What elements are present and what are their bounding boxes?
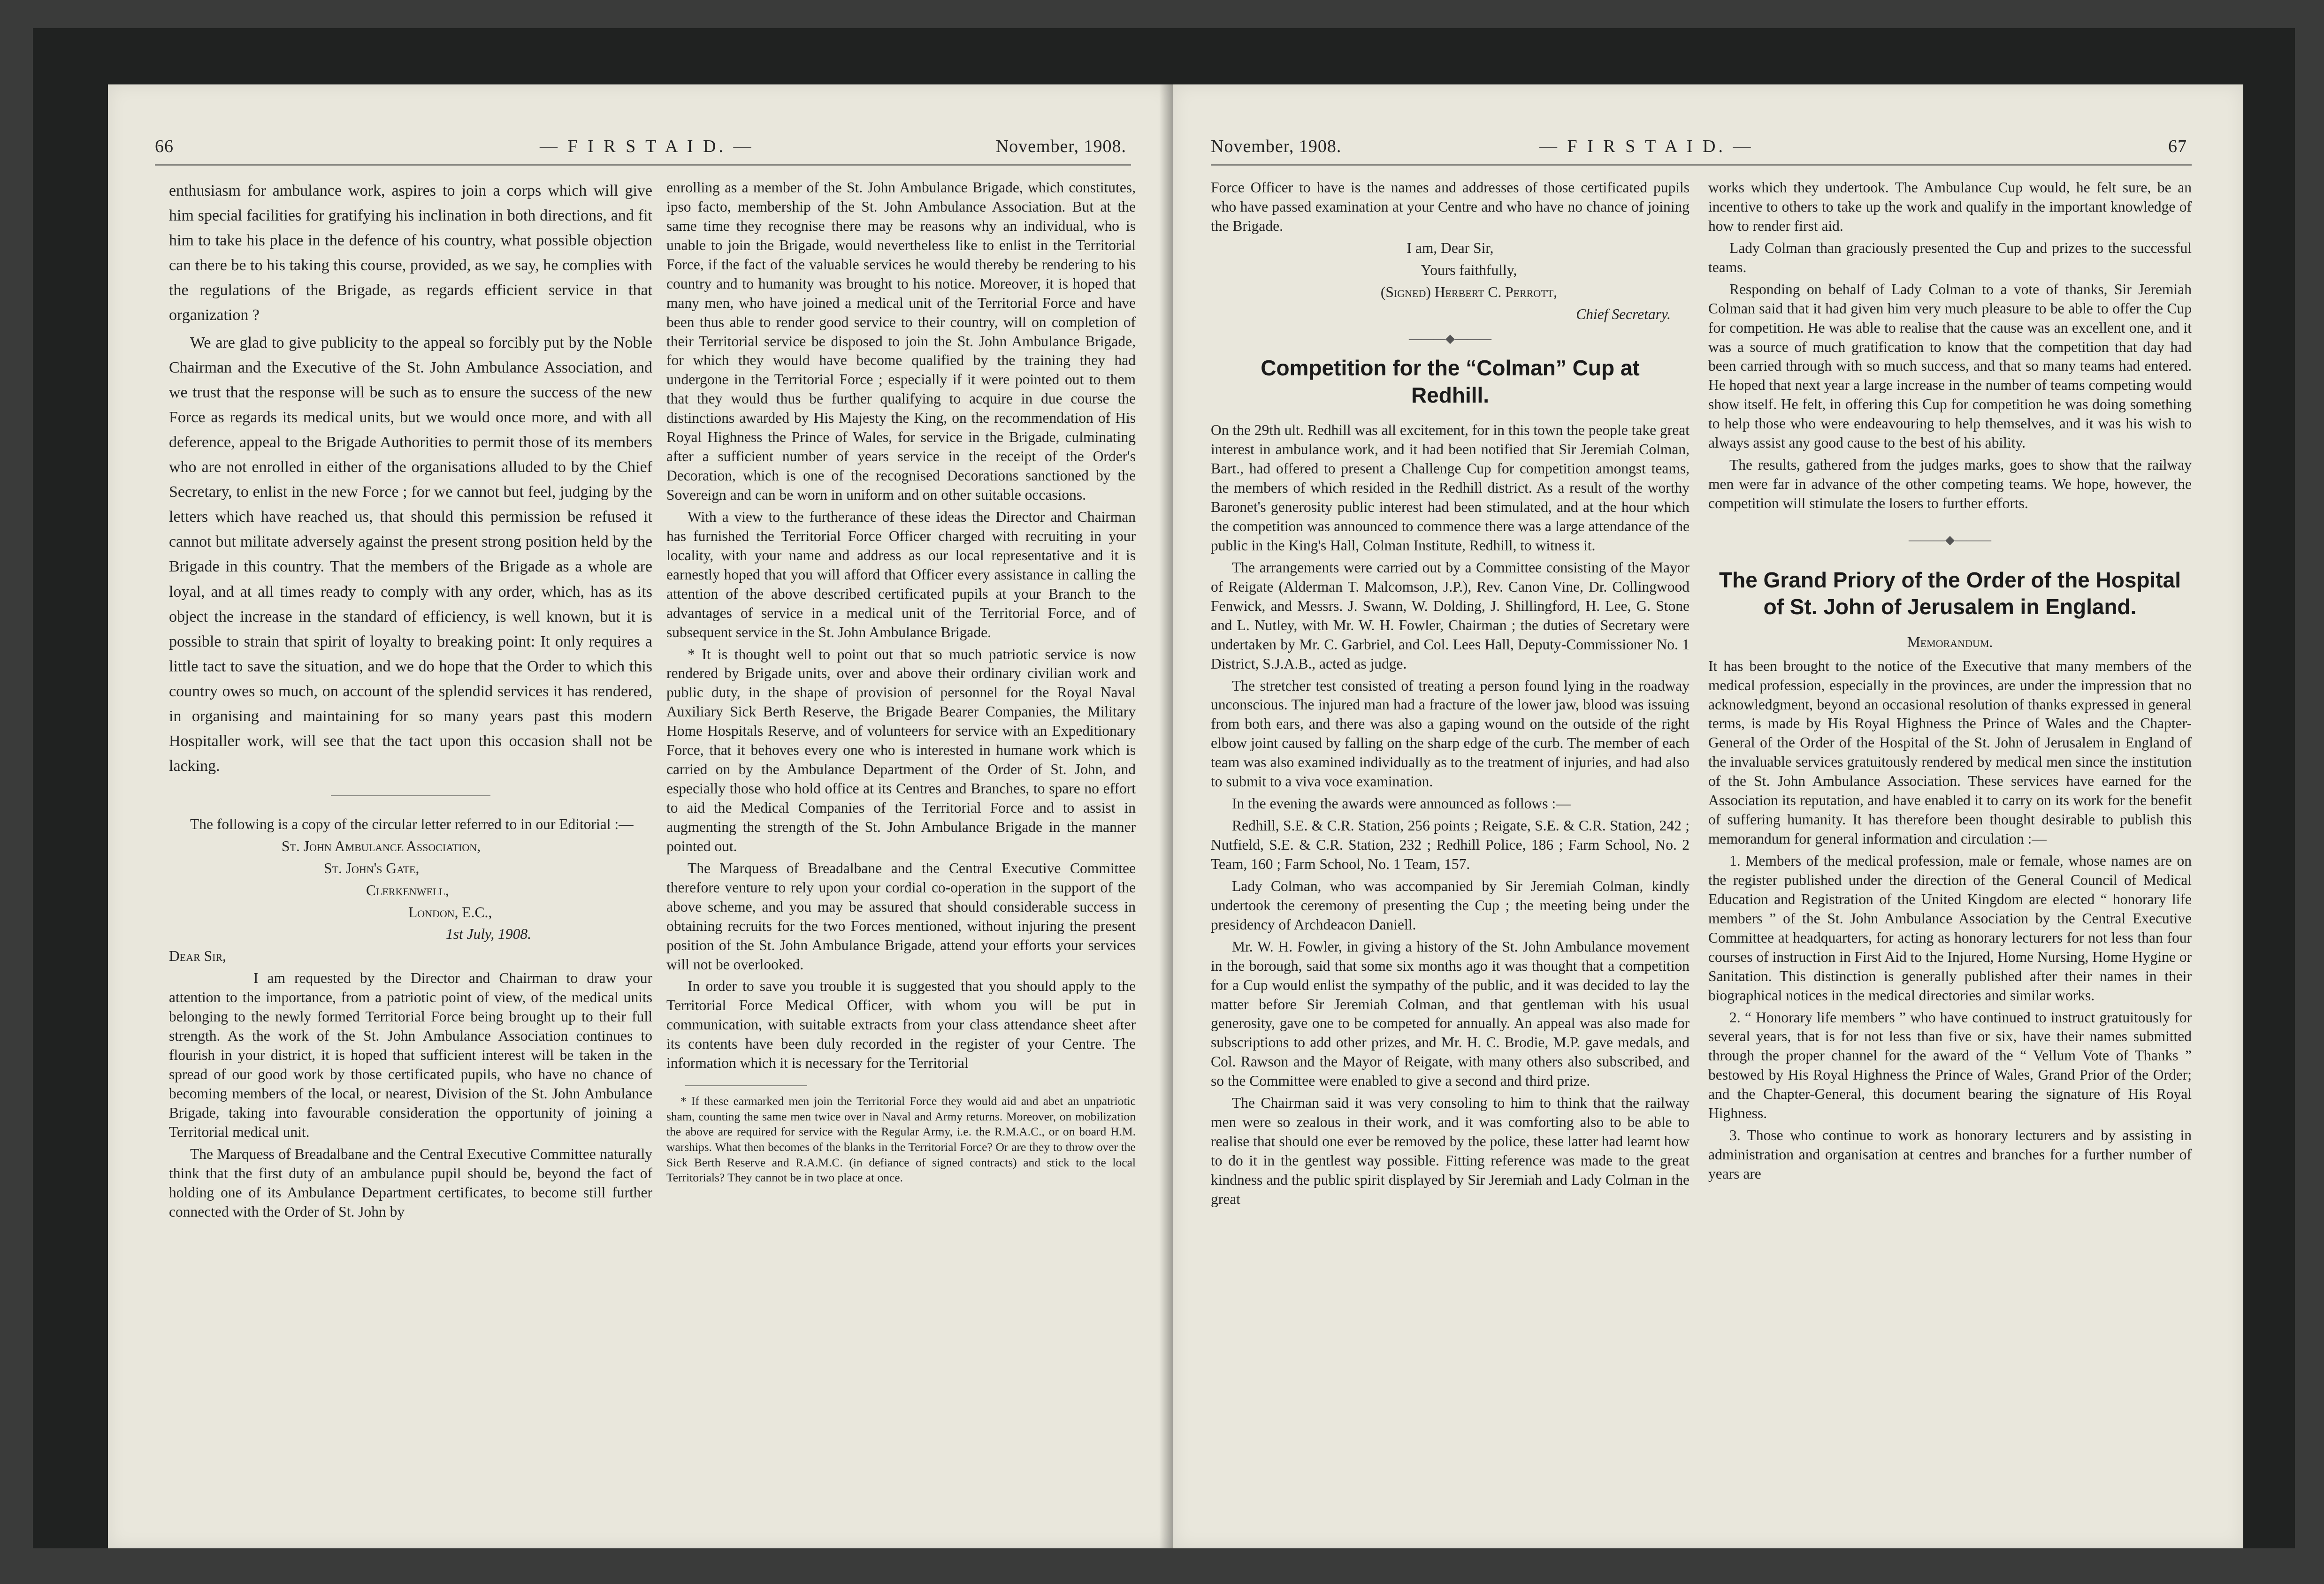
paragraph: In the evening the awards were announced as follows :— [1232, 795, 1571, 812]
paragraph: The Marquess of Breadalbane and the Central Executive Committee naturally think that the first duty of an ambulance pupil should be, beyond the fact of holding one of its Ambulance Department certificates, to become still further connected with the Order of St. John by [169, 1145, 652, 1220]
right-column-1 [1211, 178, 1689, 1520]
issue-date: November, 1908. [995, 137, 1126, 156]
ornament: ———◆——— [1909, 533, 1991, 547]
footnote [666, 1094, 1136, 1186]
page-number: 67 [2168, 137, 2187, 156]
paragraph: works which they undertook. The Ambulance Cup would, he felt sure, be an incentive to others to take up the work and qualify in the important knowledge of how to render first aid. [1708, 179, 2192, 234]
paragraph: It has been brought to the notice of the Executive that many members of the medical profession, especially in the provinces, are under the impression that no acknowledgment, beyond an occasional resolution of thanks expressed in general terms, is made by His Royal Highness the Prince of Wales and the Chapter-General of the Order of the Hospital of the St. John of Jerusalem in England of the invaluable services gratuitously rendered by medical men since the institution of the St. John Ambulance Association. These services have earned for the Association its reputation, and have enabled it to carry on its work for the benefit of suffering humanity. It has therefore been thought desirable to publish this memorandum for general information and circulation :— [1708, 657, 2192, 847]
paragraph: Lady Colman, who was accompanied by Sir Jeremiah Colman, kindly undertook the ceremony of presenting the Cup ; the meeting being under the presidency of Archdeacon Daniell. [1211, 877, 1689, 933]
right-running-head [1173, 84, 2243, 156]
paragraph: We are glad to give publicity to the appeal so forcibly put by the Noble Chairman and the Executive of the St. John Ambulance Association, and we trust that the response will be such as to ensure the success of the new Force as regards its medical units, but we would once more, and with all deference, appeal to the Brigade Authorities to permit those of its members who are not enrolled in either of the organisations alluded to by the Chief Secretary, to enlist in the new Force ; for we cannot but feel, judging by the letters which have reached us, that should this permission be refused it cannot but militate adversely against the present strong position held by the Brigade in this country. That the members of the Brigade as a whole are loyal, and at all times ready to comply with any order, which, has as its object the increase in the standard of efficiency, is well known, but it is possible to strain that spirit of loyalty to breaking point: It only requires a little tact to save the situation, and we do hope that the Order to which this country owes so much, on account of the splendid services it has rendered, in organising and maintaining for so many years past this modern Hospitaller work, will see that the tact upon this occasion shall not be lacking. [169, 334, 652, 775]
paragraph: Lady Colman than graciously presented the Cup and prizes to the successful teams. [1708, 239, 2192, 275]
paragraph: I am requested by the Director and Chairman to draw your attention to the importance, from a patriotic point of view, of the medical units belonging to the newly formed Territorial Force being brought up to their full strength. As the work of the St. John Ambulance Association continues to flourish in your district, it is hoped that sufficient interest will be taken in the spread of our good work by those certificated pupils, who have no chance of becoming members of the local, or nearest, Division of the St. John Ambulance Brigade, taking into favourable consideration the opportunity of joining a Territorial medical unit. [169, 970, 652, 1140]
left-column-1 [169, 178, 652, 1520]
subheading: Memorandum. [1907, 633, 1993, 650]
paragraph: The Marquess of Breadalbane and the Central Executive Committee therefore venture to rely upon your cordial co-operation in the support of the above scheme, and you may be assured that should considerable success in obtaining recruits for the two Forces mentioned, without injuring the present position of the St. John Ambulance Brigade, attend your efforts your services will not be overlooked. [666, 860, 1136, 973]
paragraph: Mr. W. H. Fowler, in giving a history of the St. John Ambulance movement in the borough, said that some six months ago it was thought that a competition for a Cup would enlist the sympathy of the public, and it was decided to lay the matter before Sir Jeremiah Colman, and that gentleman with his usual generosity, gave one to be competed for annually. An appeal was also made for subscriptions to add other prizes, and Mr. H. C. Brodie, M.P. gave medals, and Col. Rawson and the Mayor of Reigate, with many others also subscribed, and so the Committee were enabled to give a second and third prize. [1211, 938, 1689, 1089]
salutation: Dear Sir, [169, 948, 227, 965]
paragraph: Responding on behalf of Lady Colman to a vote of thanks, Sir Jeremiah Colman said that it had given him very much pleasure to be able to offer the Cup for competition. He was able to realise that the cause was an excellent one, and it was a source of much gratification to know that the competition that day had been carried through with so much success, and that so many teams had entered. He hoped that next year a large increase in the number of teams competing would show itself. He felt, in offering this Cup for competition he was doing something to help those who were endeavouring to help themselves, and it was his wish to always assist any good cause to the best of his ability. [1708, 281, 2192, 451]
numbered-paragraph: 2. “ Honorary life members ” who have continued to instruct gratuitously for several years, that is for not less than five or six, have their names submitted through the proper channel for the award of the “ Vellum Vote of Thanks ” bestowed by His Royal Highness the Prince of Wales, Grand Prior of the Order; and the Chapter-General, this document bearing the signature of His Royal Highness. [1708, 1009, 2192, 1122]
address-line: London, E.C., [408, 904, 492, 921]
page-number: 66 [155, 137, 174, 156]
header-rule [1211, 164, 2192, 166]
footnote-rule [685, 1085, 807, 1086]
right-column-2 [1708, 178, 2192, 1520]
right-page [1173, 84, 2243, 1548]
paragraph: The following is a copy of the circular letter referred to in our Editorial :— [190, 815, 634, 832]
ornament: ———◆——— [1409, 331, 1491, 345]
paragraph: With a view to the furtherance of these ideas the Director and Chairman has furnished the Territorial Force Officer charged with recruiting in your locality, with your name and address as our local representative and it is earnestly hoped that you will afford that Officer every assistance in calling the attention of the above described certificated pupils at your Branch to the advantages of service in a medical unit of the Territorial Force, and of subsequent service in the St. John Ambulance Brigade. [666, 508, 1136, 640]
paragraph: The arrangements were carried out by a Committee consisting of the Mayor of Reigate (Alderman T. Malcomson, J.P.), Rev. Canon Vine, Dr. Collingwood Fenwick, and Messrs. J. Swann, W. Dolding, J. Shillingford, H. Lee, G. Stone and L. Nutley, with Mr. W. H. Fowler, Chairman ; the duties of Secretary were undertaken by Mr. C. Garbriel, and Col. Lees Hall, Deputy-Commissioner No. 1 District, S.J.A.B., acted as judge. [1211, 559, 1689, 672]
address-line: Clerkenwell, [366, 882, 449, 899]
letter-close: I am, Dear Sir, [1407, 239, 1494, 256]
paragraph: Force Officer to have is the names and addresses of those certificated pupils who have passed examination at your Centre and who have no chance of joining the Brigade. [1211, 179, 1689, 234]
magazine-spread [33, 28, 2295, 1548]
paragraph: enrolling as a member of the St. John Ambulance Brigade, which constitutes, ipso facto, membership of the St. John Ambulance Association. But at the same time they recognise there may be reasons why an individual, who is unable to join the Brigade, would nevertheless like to enlist in the Territorial Force, if the fact of the valuable services he would thereby be rendering to his country and to humanity was brought to his notice. Moreover, it is hoped that many men, who have joined a medical unit of the Territorial Force and have been thus able to render good service to their country, will on completion of their Territorial service be disposed to join the St. John Ambulance Brigade, for which they would have become qualified by the training they had undergone in the Territorial Force ; especially if it were pointed out to them that they would thus be further qualifying to acquire in due course the distinctions awarded by His Majesty the King, on the recommendation of His Royal Highness the Prince of Wales, for service in the Brigade, culminating after a sufficient number of years service in the receipt of the Order's Decoration, which is one of the recognised Decorations sanctioned by the Sovereign and can be worn in uniform and on other suitable occasions. [666, 179, 1136, 503]
address-line: St. John's Gate, [324, 860, 420, 876]
left-column-2 [666, 178, 1136, 1520]
footnote-text: * If these earmarked men join the Territorial Force they would aid and abet an unpatriotic sham, counting the same men twice over in Naval and Army returns. Moreover, on mobilization the above are required for service with the Regular Army, i.e. the R.M.A.C., or on board H.M. warships. What then becomes of the blanks in the Territorial Force? Or are they to throw over the Sick Berth Reserve and R.A.M.C. (in defiance of signed contracts) and stick to the local Territorials? They cannot be in two place at once. [666, 1094, 1136, 1185]
address-line: St. John Ambulance Association, [282, 838, 481, 854]
left-running-head [108, 84, 1173, 156]
paragraph: The results, gathered from the judges marks, goes to show that the railway men were far in advance of the other competing teams. We hope, however, the competition will stimulate the losers to further efforts. [1708, 457, 2192, 511]
article-headline: Competition for the “Colman” Cup at Redhill. [1261, 356, 1640, 407]
numbered-paragraph: 3. Those who continue to work as honorary lecturers and by assisting in administration and organisation at centres and branches for a further number of years are [1708, 1127, 2192, 1182]
paragraph: * It is thought well to point out that so much patriotic service is now rendered by Brigade units, over and above their ordinary civilian work and public duty, in the shape of provision of personnel for the Royal Naval Auxiliary Sick Berth Reserve, the Brigade Bearer Companies, the Military Home Hospitals Reserve, and of volunteers for service with an Expeditionary Force, that it behoves every one who is interested in humane work which is carried on by the Ambulance Department of the Order of St. John, and especially those who hold office at its Centres and Branches, to spare no effort to aid the Medical Companies of the Territorial Force and to assist in augmenting the strength of the St. John Ambulance Brigade in the manner pointed out. [666, 646, 1136, 854]
paragraph: The Chairman said it was very consoling to him to think that the railway men were so zealous in their work, and it was comforting also to be able to realise that should one ever be removed by the police, these latter had learnt how to do it in the gentlest way possible. Fitting reference was made to the great kindness and the public spirit displayed by Sir Jeremiah and Lady Colman in the great [1211, 1095, 1689, 1207]
paragraph: The stretcher test consisted of treating a person found lying in the roadway unconscious. The injured man had a fracture of the lower jaw, blood was issuing from both ears, and there was also a gaping wound on the outside of the right elbow joint caused by falling on the sharp edge of the curb. The member of each team was also examined individually as to the treatment of injuries, and had also to submit to a viva voce examination. [1211, 677, 1689, 790]
left-page [108, 84, 1173, 1548]
paragraph: enthusiasm for ambulance work, aspires to join a corps which will give him special facilities for gratifying his inclination in both directions, and fit him to take his place in the defence of his country, what possible objection can there be to his taking this course, provided, as we say, he complies with the regulations of the Brigade, as regards efficient service in that organization ? [169, 182, 652, 324]
numbered-paragraph: 1. Members of the medical profession, male or female, whose names are on the register published under the direction of the General Council of Medical Education and Registration of the United Kingdom are elected “ honorary life members ” of the St. John Ambulance Association by the Central Executive Committee at headquarters, for acting as honorary lecturers for not less than four courses of instruction in First Aid to the Injured, Home Nursing, Home Hygine or Sanitation. This distinction is generally published after their names in their biographical notices in the medical directories and similar works. [1708, 853, 2192, 1004]
running-title: — F I R S T A I D. — [540, 137, 754, 156]
section-rule [331, 795, 490, 796]
letter-date: 1st July, 1908. [446, 926, 531, 943]
results-list: Redhill, S.E. & C.R. Station, 256 points ; Reigate, S.E. & C.R. Station, 242 ; Nutfield, S.E. & C.R. Station, 232 ; Redhill Police, 186 ; Farm School, No. 2 Team, 160 ; Farm School, No. 1 Team, 157. [1211, 817, 1689, 872]
issue-date: November, 1908. [1211, 137, 1342, 156]
article-headline: The Grand Priory of the Order of the Hospital of St. John of Jerusalem in England. [1719, 567, 2181, 619]
paragraph: In order to save you trouble it is suggested that you should apply to the Territorial Force Medical Officer, with whom you will be put in communication, with suitable extracts from your class attendance sheet after its contents have been duly recorded in the register of your Centre. The information which it is necessary for the Territorial [666, 978, 1136, 1072]
signature-title: Chief Secretary. [1576, 305, 1671, 322]
running-title: — F I R S T A I D. — [1539, 137, 1754, 156]
header-rule [155, 164, 1131, 166]
paragraph: On the 29th ult. Redhill was all excitement, for in this town the people take great interest in ambulance work, and it had been notified that Sir Jeremiah Colman, Bart., had offered to present a Challenge Cup for competition amongst teams, the members of which resided in the Redhill district. As a result of the worthy Baronet's generosity public interest had been stimulated, and at the hour which the competition was announced to commence there was a large attendance of the public in the King's Hall, Colman Institute, Redhill, to witness it. [1211, 422, 1689, 554]
signature: (Signed) Herbert C. Perrott, [1380, 283, 1558, 300]
letter-close: Yours faithfully, [1421, 261, 1517, 278]
